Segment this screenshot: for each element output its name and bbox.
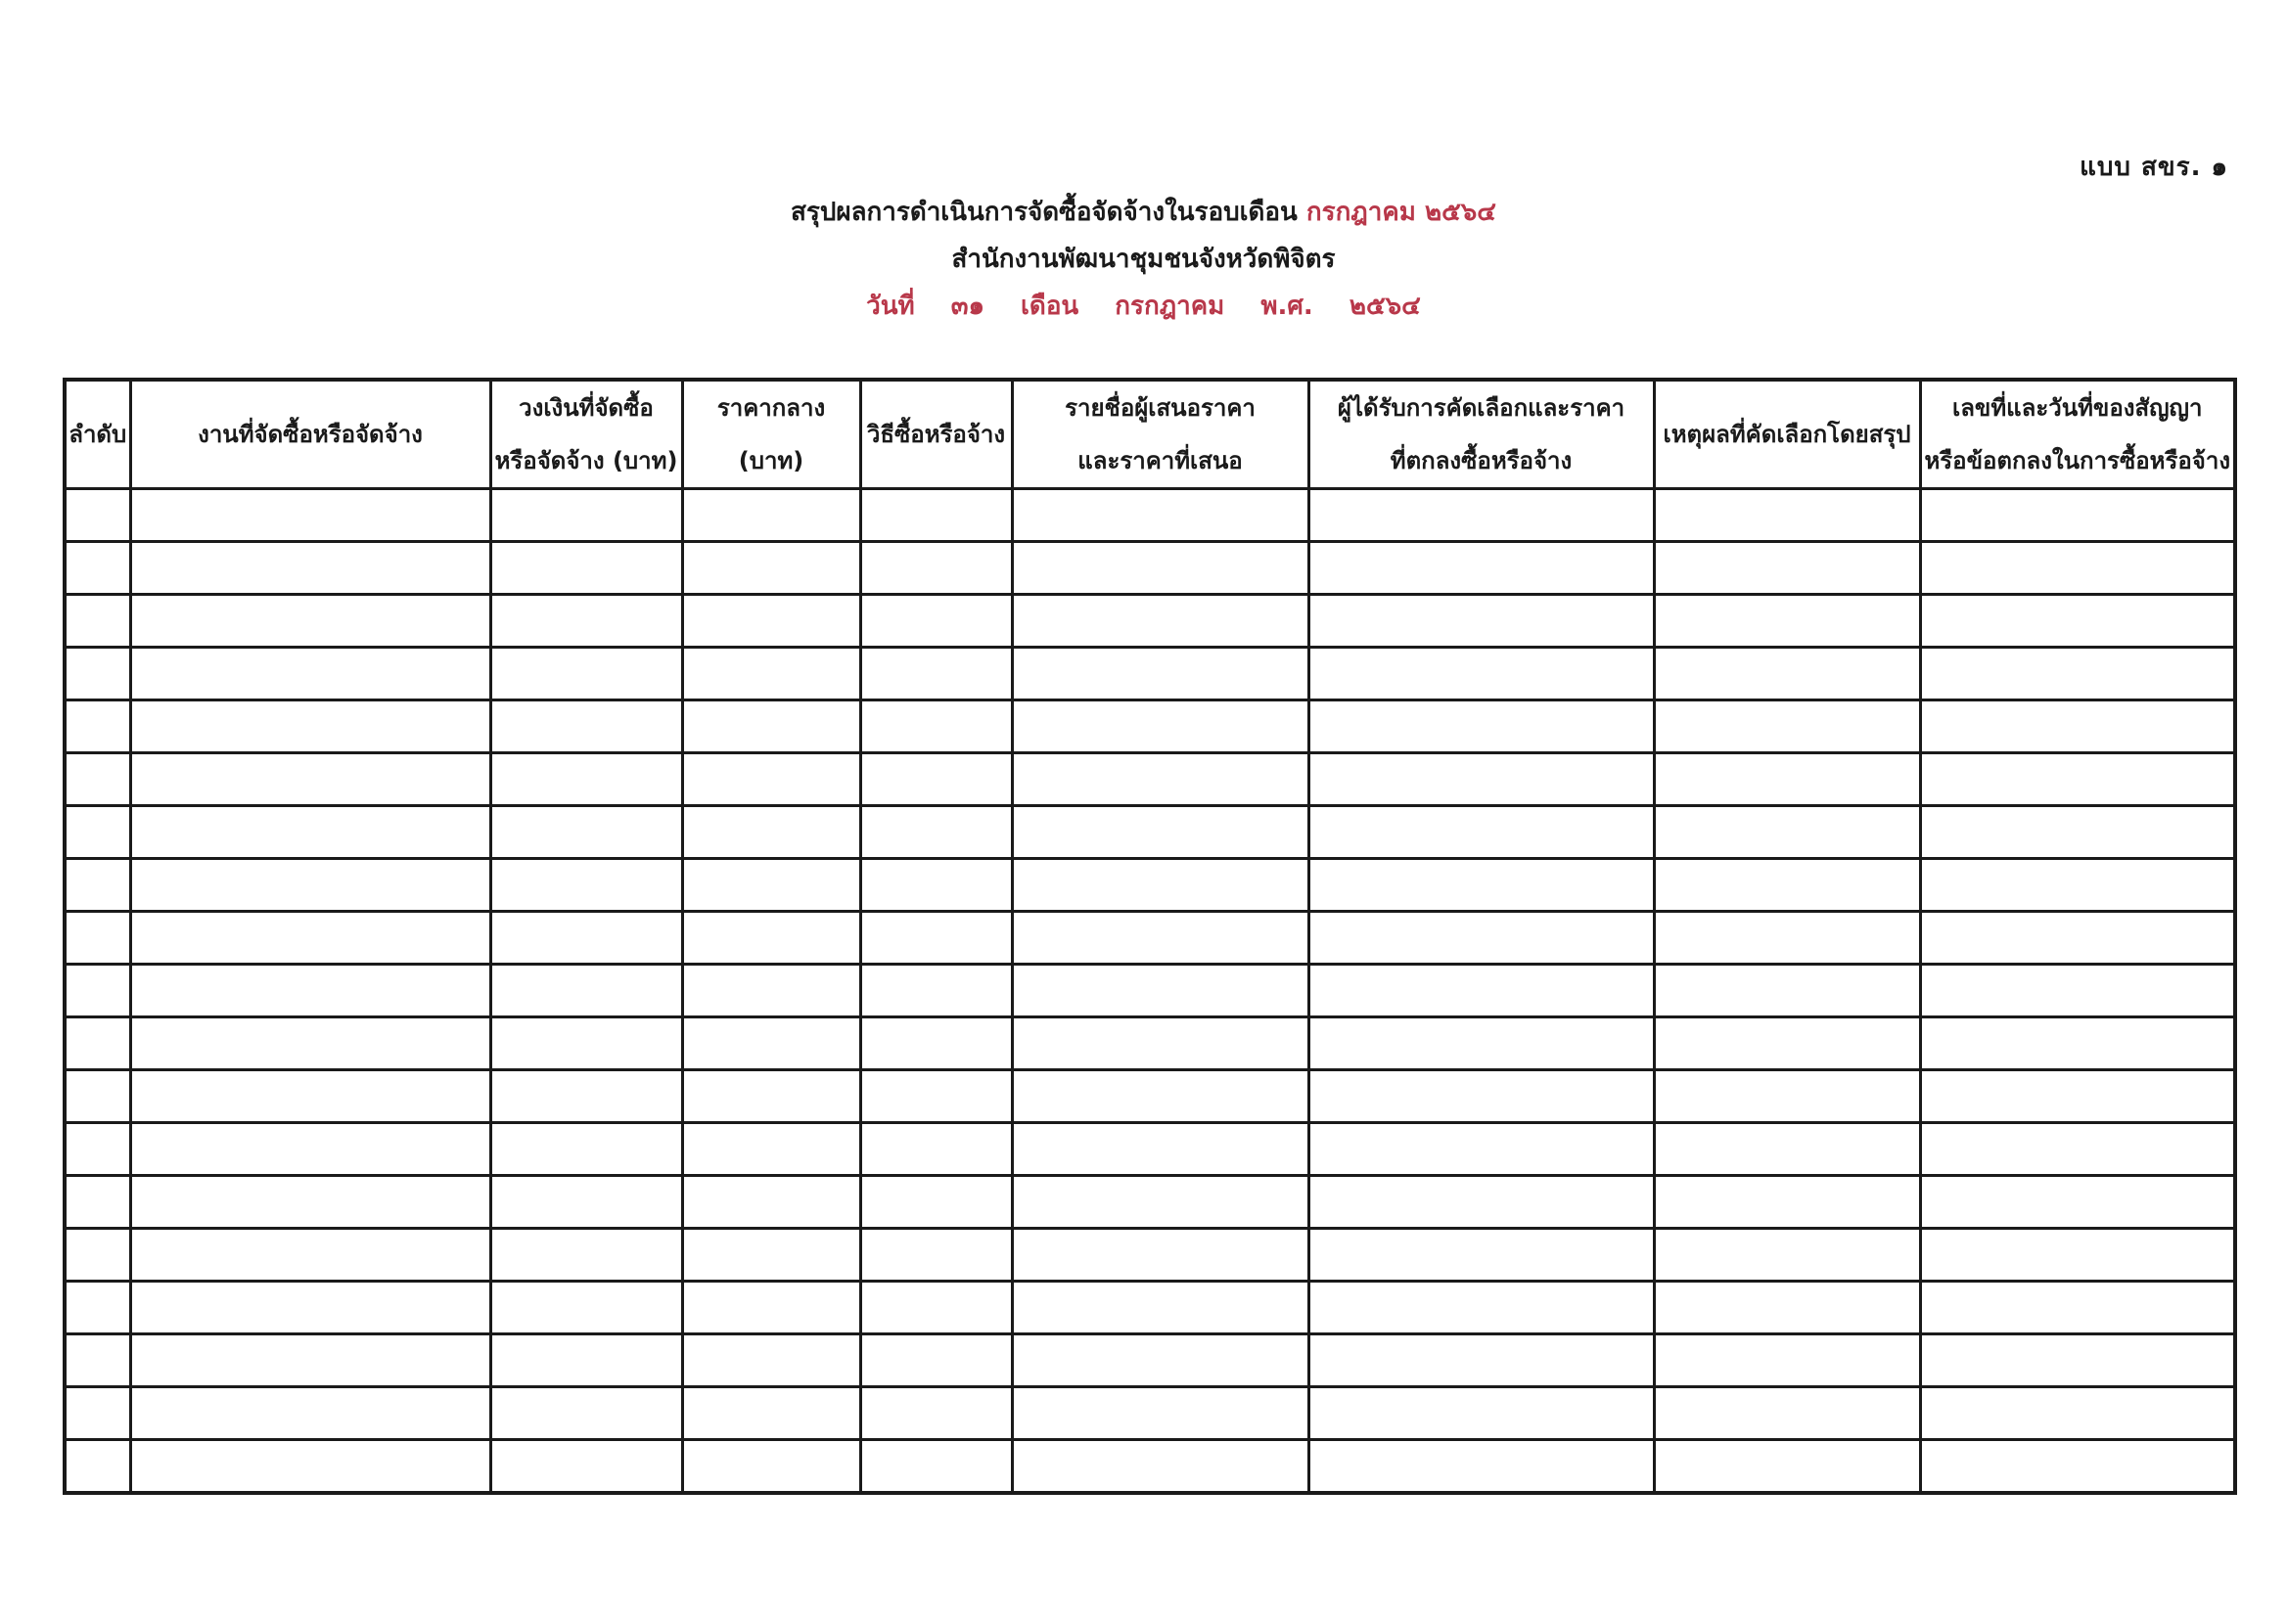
table-cell <box>1654 489 1920 542</box>
table-cell <box>130 965 490 1017</box>
table-cell <box>860 1440 1012 1494</box>
table-row <box>65 700 2235 753</box>
table-cell <box>490 753 682 806</box>
table-cell <box>130 542 490 595</box>
table-cell <box>860 489 1012 542</box>
document-header <box>0 196 2287 337</box>
table-cell <box>1654 700 1920 753</box>
table-row <box>65 912 2235 965</box>
table-cell <box>1654 806 1920 859</box>
table-cell <box>682 489 860 542</box>
table-cell <box>65 542 130 595</box>
table-cell <box>490 700 682 753</box>
table-cell <box>65 1282 130 1334</box>
table-cell <box>1654 595 1920 648</box>
table-cell <box>490 965 682 1017</box>
table-cell <box>1012 1334 1308 1387</box>
table-row <box>65 965 2235 1017</box>
table-cell <box>860 1387 1012 1440</box>
table-cell <box>65 753 130 806</box>
column-header-line1: วิธีซื้อหรือจ้าง <box>866 421 1006 448</box>
table-cell <box>1308 1387 1654 1440</box>
table-cell <box>860 1070 1012 1123</box>
date-month: กรกฎาคม <box>1115 292 1225 321</box>
table-cell <box>860 1176 1012 1229</box>
form-code: แบบ สขร. ๑ <box>2080 153 2228 182</box>
table-cell <box>1308 489 1654 542</box>
table-cell <box>1012 700 1308 753</box>
table-cell <box>1654 1176 1920 1229</box>
column-header-line1: งานที่จัดซื้อหรือจัดจ้าง <box>198 421 423 448</box>
table-cell <box>1654 1123 1920 1176</box>
table-cell <box>490 1123 682 1176</box>
table-cell <box>682 1176 860 1229</box>
table-row <box>65 1017 2235 1070</box>
table-cell <box>1654 1440 1920 1494</box>
table-cell <box>1654 1017 1920 1070</box>
table-cell <box>1012 1387 1308 1440</box>
table-cell <box>1920 1017 2235 1070</box>
table-cell <box>1654 542 1920 595</box>
table-cell <box>682 1229 860 1282</box>
table-cell <box>1012 1229 1308 1282</box>
table-cell <box>65 1070 130 1123</box>
table-cell <box>682 859 860 912</box>
table-cell <box>1308 1017 1654 1070</box>
table-cell <box>65 1387 130 1440</box>
table-cell <box>65 700 130 753</box>
table-cell <box>682 542 860 595</box>
table-cell <box>65 648 130 700</box>
table-cell <box>490 1070 682 1123</box>
table-cell <box>1012 1176 1308 1229</box>
column-header-line2: และราคาที่เสนอ <box>1077 447 1243 474</box>
table-row <box>65 753 2235 806</box>
table-cell <box>130 595 490 648</box>
column-header-line1: เลขที่และวันที่ของสัญญา <box>1952 394 2203 422</box>
column-header <box>1308 380 1654 489</box>
table-header-row <box>65 380 2235 489</box>
table-cell <box>860 542 1012 595</box>
table-cell <box>65 1229 130 1282</box>
table-cell <box>860 912 1012 965</box>
table-cell <box>490 595 682 648</box>
table-row <box>65 1334 2235 1387</box>
table-cell <box>1920 1440 2235 1494</box>
table-cell <box>682 912 860 965</box>
table-cell <box>490 1229 682 1282</box>
date-year: ๒๕๖๔ <box>1349 292 1421 321</box>
table-cell <box>130 1282 490 1334</box>
table-cell <box>130 700 490 753</box>
table-cell <box>1012 1282 1308 1334</box>
table-cell <box>1920 700 2235 753</box>
table-cell <box>682 753 860 806</box>
table-cell <box>130 1440 490 1494</box>
table-cell <box>682 1387 860 1440</box>
table-cell <box>490 648 682 700</box>
table-row <box>65 1282 2235 1334</box>
table-cell <box>65 1334 130 1387</box>
table-cell <box>65 489 130 542</box>
table-cell <box>860 1282 1012 1334</box>
procurement-table-wrapper <box>63 378 2233 1495</box>
table-cell <box>1920 1387 2235 1440</box>
table-cell <box>1654 965 1920 1017</box>
table-cell <box>490 1017 682 1070</box>
table-cell <box>65 912 130 965</box>
column-header-line1: ผู้ได้รับการคัดเลือกและราคา <box>1337 394 1625 422</box>
date-day: ๓๑ <box>950 292 984 321</box>
table-cell <box>1920 489 2235 542</box>
table-row <box>65 1440 2235 1494</box>
column-header <box>130 380 490 489</box>
table-cell <box>1308 595 1654 648</box>
table-cell <box>860 965 1012 1017</box>
table-cell <box>490 806 682 859</box>
table-cell <box>1308 1334 1654 1387</box>
table-cell <box>130 859 490 912</box>
table-cell <box>1012 648 1308 700</box>
report-date <box>0 290 2287 325</box>
table-cell <box>1308 859 1654 912</box>
table-cell <box>1654 1070 1920 1123</box>
column-header-line1: ราคากลาง <box>716 394 826 422</box>
table-cell <box>682 700 860 753</box>
table-cell <box>1654 648 1920 700</box>
table-body <box>65 489 2235 1494</box>
column-header <box>65 380 130 489</box>
table-cell <box>682 1282 860 1334</box>
table-cell <box>65 806 130 859</box>
document-title <box>0 196 2287 231</box>
table-cell <box>65 1123 130 1176</box>
table-cell <box>1654 859 1920 912</box>
procurement-table <box>63 378 2237 1495</box>
table-cell <box>1012 542 1308 595</box>
table-cell <box>1012 806 1308 859</box>
title-year: ๒๕๖๔ <box>1424 198 1496 227</box>
table-cell <box>1920 1176 2235 1229</box>
table-cell <box>860 1334 1012 1387</box>
table-cell <box>490 912 682 965</box>
table-cell <box>130 912 490 965</box>
table-cell <box>1012 489 1308 542</box>
column-header-line1: รายชื่อผู้เสนอราคา <box>1065 394 1256 422</box>
table-cell <box>490 542 682 595</box>
table-cell <box>1654 1387 1920 1440</box>
table-cell <box>130 1176 490 1229</box>
table-cell <box>1308 965 1654 1017</box>
column-header <box>1920 380 2235 489</box>
table-cell <box>860 700 1012 753</box>
table-cell <box>130 1070 490 1123</box>
table-cell <box>1012 1017 1308 1070</box>
column-header-line1: เหตุผลที่คัดเลือกโดยสรุป <box>1663 421 1911 448</box>
table-cell <box>1012 1123 1308 1176</box>
table-cell <box>1308 648 1654 700</box>
table-cell <box>1920 1229 2235 1282</box>
table-cell <box>490 1440 682 1494</box>
table-cell <box>1308 1282 1654 1334</box>
column-header-line1: ลำดับ <box>69 421 127 448</box>
table-row <box>65 489 2235 542</box>
table-cell <box>65 1176 130 1229</box>
table-cell <box>1920 1282 2235 1334</box>
table-cell <box>1654 1334 1920 1387</box>
table-cell <box>1012 859 1308 912</box>
table-cell <box>65 595 130 648</box>
title-month: กรกฎาคม <box>1305 198 1416 227</box>
table-cell <box>490 489 682 542</box>
date-day-label: วันที่ <box>866 292 915 321</box>
table-cell <box>130 1123 490 1176</box>
table-cell <box>1308 912 1654 965</box>
table-row <box>65 1176 2235 1229</box>
table-cell <box>1308 1070 1654 1123</box>
table-cell <box>1654 1282 1920 1334</box>
column-header <box>1012 380 1308 489</box>
table-cell <box>65 1017 130 1070</box>
table-cell <box>1920 595 2235 648</box>
table-cell <box>682 806 860 859</box>
table-row <box>65 1387 2235 1440</box>
table-cell <box>1920 1123 2235 1176</box>
table-row <box>65 595 2235 648</box>
table-cell <box>490 1387 682 1440</box>
date-year-label: พ.ศ. <box>1260 292 1313 321</box>
table-cell <box>682 965 860 1017</box>
title-prefix: สรุปผลการดำเนินการจัดซื้อจัดจ้างในรอบเดือน <box>791 198 1298 227</box>
table-cell <box>130 1387 490 1440</box>
table-cell <box>682 1017 860 1070</box>
table-cell <box>1654 912 1920 965</box>
table-cell <box>130 806 490 859</box>
column-header <box>490 380 682 489</box>
table-cell <box>860 1229 1012 1282</box>
table-cell <box>130 489 490 542</box>
table-cell <box>860 595 1012 648</box>
table-row <box>65 859 2235 912</box>
table-cell <box>1012 965 1308 1017</box>
table-row <box>65 806 2235 859</box>
table-cell <box>1920 542 2235 595</box>
table-cell <box>130 753 490 806</box>
table-cell <box>65 1440 130 1494</box>
table-cell <box>860 648 1012 700</box>
table-cell <box>1308 1229 1654 1282</box>
table-cell <box>65 965 130 1017</box>
table-cell <box>1012 1070 1308 1123</box>
table-cell <box>860 806 1012 859</box>
table-cell <box>130 648 490 700</box>
table-cell <box>490 1334 682 1387</box>
date-month-label: เดือน <box>1021 292 1079 321</box>
table-cell <box>490 1282 682 1334</box>
table-cell <box>1308 753 1654 806</box>
table-row <box>65 1229 2235 1282</box>
table-cell <box>682 1440 860 1494</box>
table-cell <box>1654 1229 1920 1282</box>
office-name: สำนักงานพัฒนาชุมชนจังหวัดพิจิตร <box>951 245 1336 274</box>
table-cell <box>682 595 860 648</box>
table-cell <box>1308 806 1654 859</box>
table-cell <box>682 1334 860 1387</box>
table-row <box>65 648 2235 700</box>
table-cell <box>1308 1440 1654 1494</box>
column-header <box>860 380 1012 489</box>
table-cell <box>860 753 1012 806</box>
table-cell <box>1308 1123 1654 1176</box>
table-cell <box>682 1070 860 1123</box>
column-header-line2: หรือข้อตกลงในการซื้อหรือจ้าง <box>1924 447 2231 474</box>
table-cell <box>490 859 682 912</box>
table-cell <box>130 1334 490 1387</box>
table-cell <box>860 859 1012 912</box>
column-header-line1: วงเงินที่จัดซื้อ <box>519 394 654 422</box>
column-header <box>682 380 860 489</box>
table-cell <box>1012 595 1308 648</box>
table-cell <box>1308 542 1654 595</box>
table-cell <box>1654 753 1920 806</box>
table-cell <box>1920 648 2235 700</box>
table-cell <box>65 859 130 912</box>
column-header-line2: ที่ตกลงซื้อหรือจ้าง <box>1390 447 1573 474</box>
column-header <box>1654 380 1920 489</box>
table-cell <box>490 1176 682 1229</box>
table-cell <box>682 648 860 700</box>
table-cell <box>130 1229 490 1282</box>
table-row <box>65 1123 2235 1176</box>
table-cell <box>130 1017 490 1070</box>
column-header-line2: หรือจัดจ้าง (บาท) <box>494 447 678 474</box>
table-cell <box>1920 859 2235 912</box>
table-row <box>65 542 2235 595</box>
table-cell <box>1012 1440 1308 1494</box>
column-header-line2: (บาท) <box>738 447 804 474</box>
table-row <box>65 1070 2235 1123</box>
table-cell <box>682 1123 860 1176</box>
table-cell <box>1920 753 2235 806</box>
table-cell <box>1308 700 1654 753</box>
table-cell <box>1920 1334 2235 1387</box>
table-cell <box>860 1017 1012 1070</box>
table-cell <box>860 1123 1012 1176</box>
table-cell <box>1920 912 2235 965</box>
table-cell <box>1308 1176 1654 1229</box>
table-cell <box>1920 965 2235 1017</box>
table-cell <box>1920 806 2235 859</box>
table-cell <box>1012 753 1308 806</box>
table-cell <box>1012 912 1308 965</box>
table-cell <box>1920 1070 2235 1123</box>
